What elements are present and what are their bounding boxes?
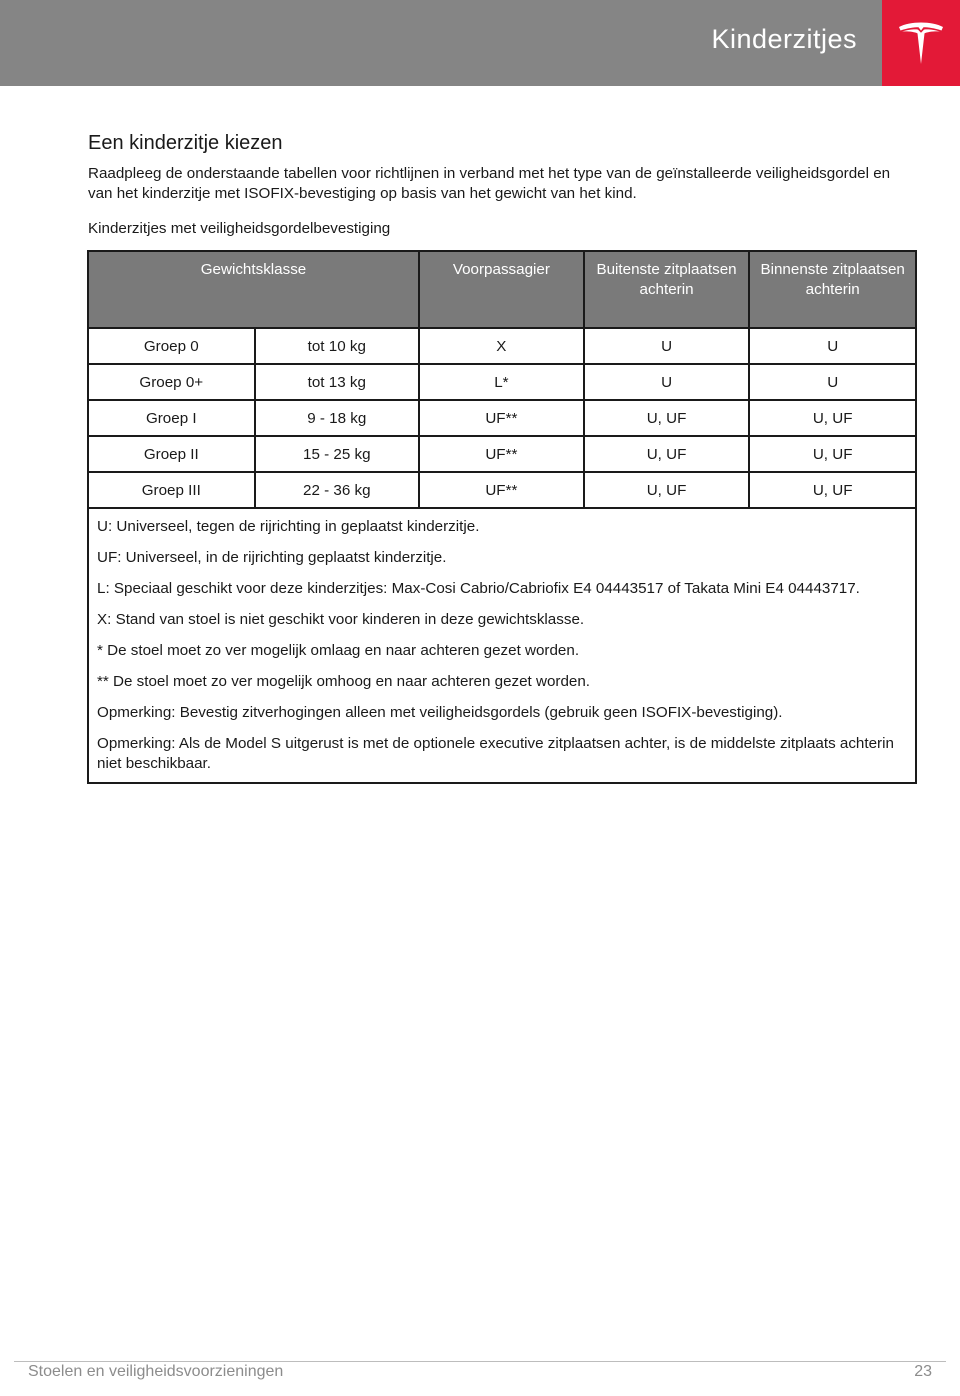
header-inner-rear-seats: Binnenste zitplaatsen achterin [749,251,916,328]
table-cell: tot 13 kg [255,364,419,400]
table-row [88,364,916,400]
table-cell: U, UF [584,436,750,472]
table-cell: 9 - 18 kg [255,400,419,436]
table-cell: 15 - 25 kg [255,436,419,472]
note-executive-seats: Opmerking: Als de Model S uitgerust is met de optionele executive zitplaatsen achter, is de middelste zitplaats achterin niet beschikbaar. [97,735,894,772]
footer-page-number: 23 [914,1363,932,1380]
table-cell: U [584,364,750,400]
table-cell: Groep I [88,400,255,436]
table-notes [88,508,916,783]
table-notes-row [88,508,916,783]
note-seat-raised: ** De stoel moet zo ver mogelijk omhoog en naar achteren gezet worden. [97,673,591,690]
table-cell: U, UF [749,472,916,508]
tesla-logo-icon [896,17,946,69]
child-seat-table [87,250,917,784]
table-cell: UF** [419,436,584,472]
table-cell: U [749,364,916,400]
table-cell: tot 10 kg [255,328,419,364]
note-seat-lowered: * De stoel moet zo ver mogelijk omlaag en naar achteren gezet worden. [97,642,580,659]
note-universal-forward-facing: UF: Universeel, in de rijrichting geplaatst kinderzitje. [97,549,447,566]
table-cell: UF** [419,472,584,508]
table-cell: Groep 0+ [88,364,255,400]
note-not-suitable: X: Stand van stoel is niet geschikt voor kinderen in deze gewichtsklasse. [97,611,585,628]
table-row [88,400,916,436]
header-outer-rear-seats: Buitenste zitplaatsen achterin [584,251,750,328]
header-weight-class: Gewichtsklasse [88,251,419,328]
intro-paragraph: Raadpleeg de onderstaande tabellen voor richtlijnen in verband met het type van de geïnstalleerde veiligheidsgordel en van het kinderzitje met ISOFIX-bevestiging op basis van het gewicht van het kind. [88,165,891,202]
table-cell: UF** [419,400,584,436]
table-caption: Kinderzitjes met veiligheidsgordelbevestiging [88,220,391,237]
section-title: Een kinderzitje kiezen [88,132,283,154]
table-cell: U, UF [584,400,750,436]
table-row [88,328,916,364]
table-cell: U [749,328,916,364]
footer-divider [14,1361,946,1362]
table-cell: Groep II [88,436,255,472]
note-universal-rear-facing: U: Universeel, tegen de rijrichting in geplaatst kinderzitje. [97,518,480,535]
table-row [88,472,916,508]
table-cell: U [584,328,750,364]
header-front-passenger: Voorpassagier [419,251,584,328]
table-cell: X [419,328,584,364]
brand-logo [882,0,960,86]
table-cell: Groep 0 [88,328,255,364]
note-booster-seats: Opmerking: Bevestig zitverhogingen alleen met veiligheidsgordels (gebruik geen ISOFIX-bevestiging). [97,704,783,721]
table-cell: Groep III [88,472,255,508]
main-content [88,132,918,784]
table-cell: U, UF [749,400,916,436]
footer-section-name: Stoelen en veiligheidsvoorzieningen [28,1363,284,1380]
table-row [88,436,916,472]
table-cell: U, UF [749,436,916,472]
table-cell: U, UF [584,472,750,508]
table-cell: 22 - 36 kg [255,472,419,508]
table-cell: L* [419,364,584,400]
page-header-title: Kinderzitjes [711,24,857,54]
table-header-row [88,251,916,328]
note-special-seats: L: Speciaal geschikt voor deze kinderzitjes: Max-Cosi Cabrio/Cabriofix E4 04443517 of Takata Mini E4 04443717. [97,580,860,597]
